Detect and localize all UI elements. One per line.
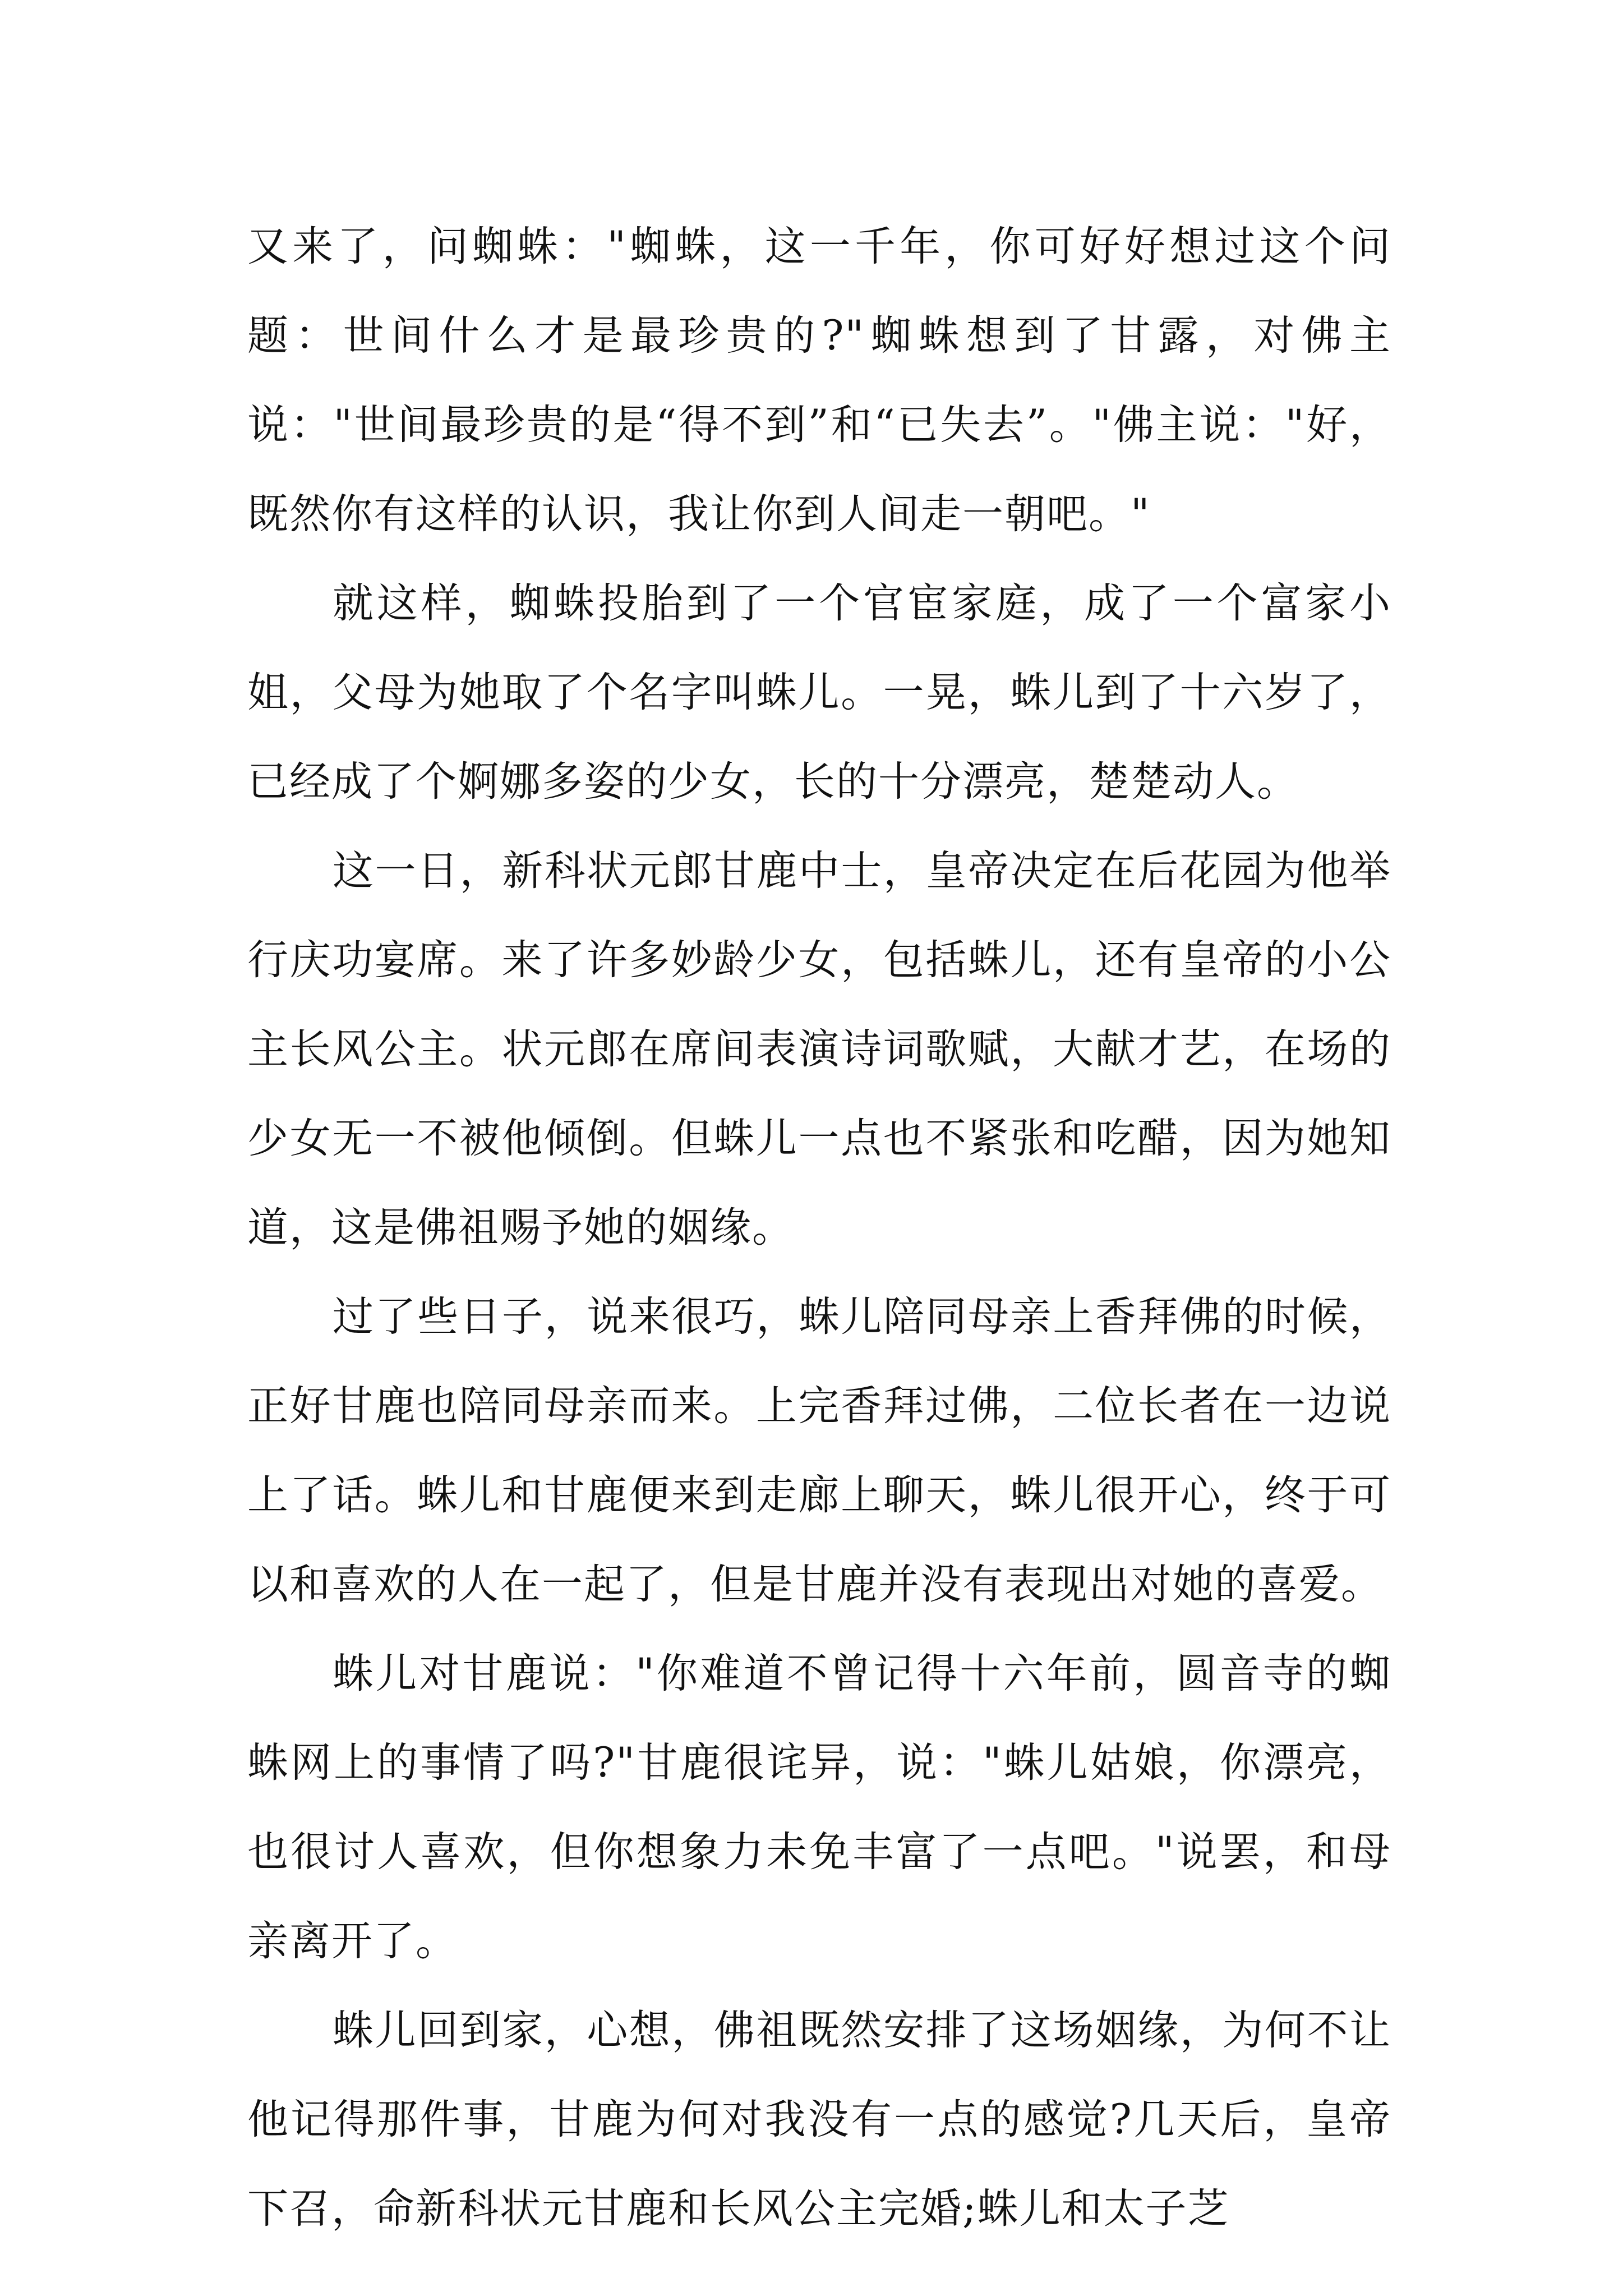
paragraph-3: 这一日，新科状元郎甘鹿中士，皇帝决定在后花园为他举行庆功宴席。来了许多妙龄少女，包括蛛儿，还有皇帝的小公主长风公主。状元郎在席间表演诗词歌赋，大献才艺，在场的少女无一不被他倾倒。但蛛儿一点也不紧张和吃醋，因为她知道，这是佛祖赐予她的姻缘。 (247, 847, 1391, 1251)
paragraph-4: 过了些日子，说来很巧，蛛儿陪同母亲上香拜佛的时候，正好甘鹿也陪同母亲而来。上完香拜过佛，二位长者在一边说上了话。蛛儿和甘鹿便来到走廊上聊天，蛛儿很开心，终于可以和喜欢的人在一起了，但是甘鹿并没有表现出对她的喜爱。 (247, 1293, 1391, 1608)
body-text (247, 202, 1391, 2253)
paragraph-1: 又来了，问蜘蛛："蜘蛛，这一千年，你可好好想过这个问题：世间什么才是最珍贵的?"蜘蛛想到了甘露，对佛主说："世间最珍贵的是“得不到”和“已失去”。"佛主说："好，既然你有这样的认识，我让你到人间走一朝吧。" (247, 223, 1391, 538)
paragraph-2: 就这样，蜘蛛投胎到了一个官宦家庭，成了一个富家小姐，父母为她取了个名字叫蛛儿。一晃，蛛儿到了十六岁了，已经成了个婀娜多姿的少女，长的十分漂亮，楚楚动人。 (247, 579, 1391, 806)
paragraph-5: 蛛儿对甘鹿说："你难道不曾记得十六年前，圆音寺的蜘蛛网上的事情了吗?"甘鹿很诧异，说："蛛儿姑娘，你漂亮，也很讨人喜欢，但你想象力未免丰富了一点吧。"说罢，和母亲离开了。 (247, 1650, 1391, 1965)
paragraph-6: 蛛儿回到家，心想，佛祖既然安排了这场姻缘，为何不让他记得那件事，甘鹿为何对我没有一点的感觉?几天后，皇帝下召，命新科状元甘鹿和长风公主完婚;蛛儿和太子芝 (247, 2007, 1391, 2233)
